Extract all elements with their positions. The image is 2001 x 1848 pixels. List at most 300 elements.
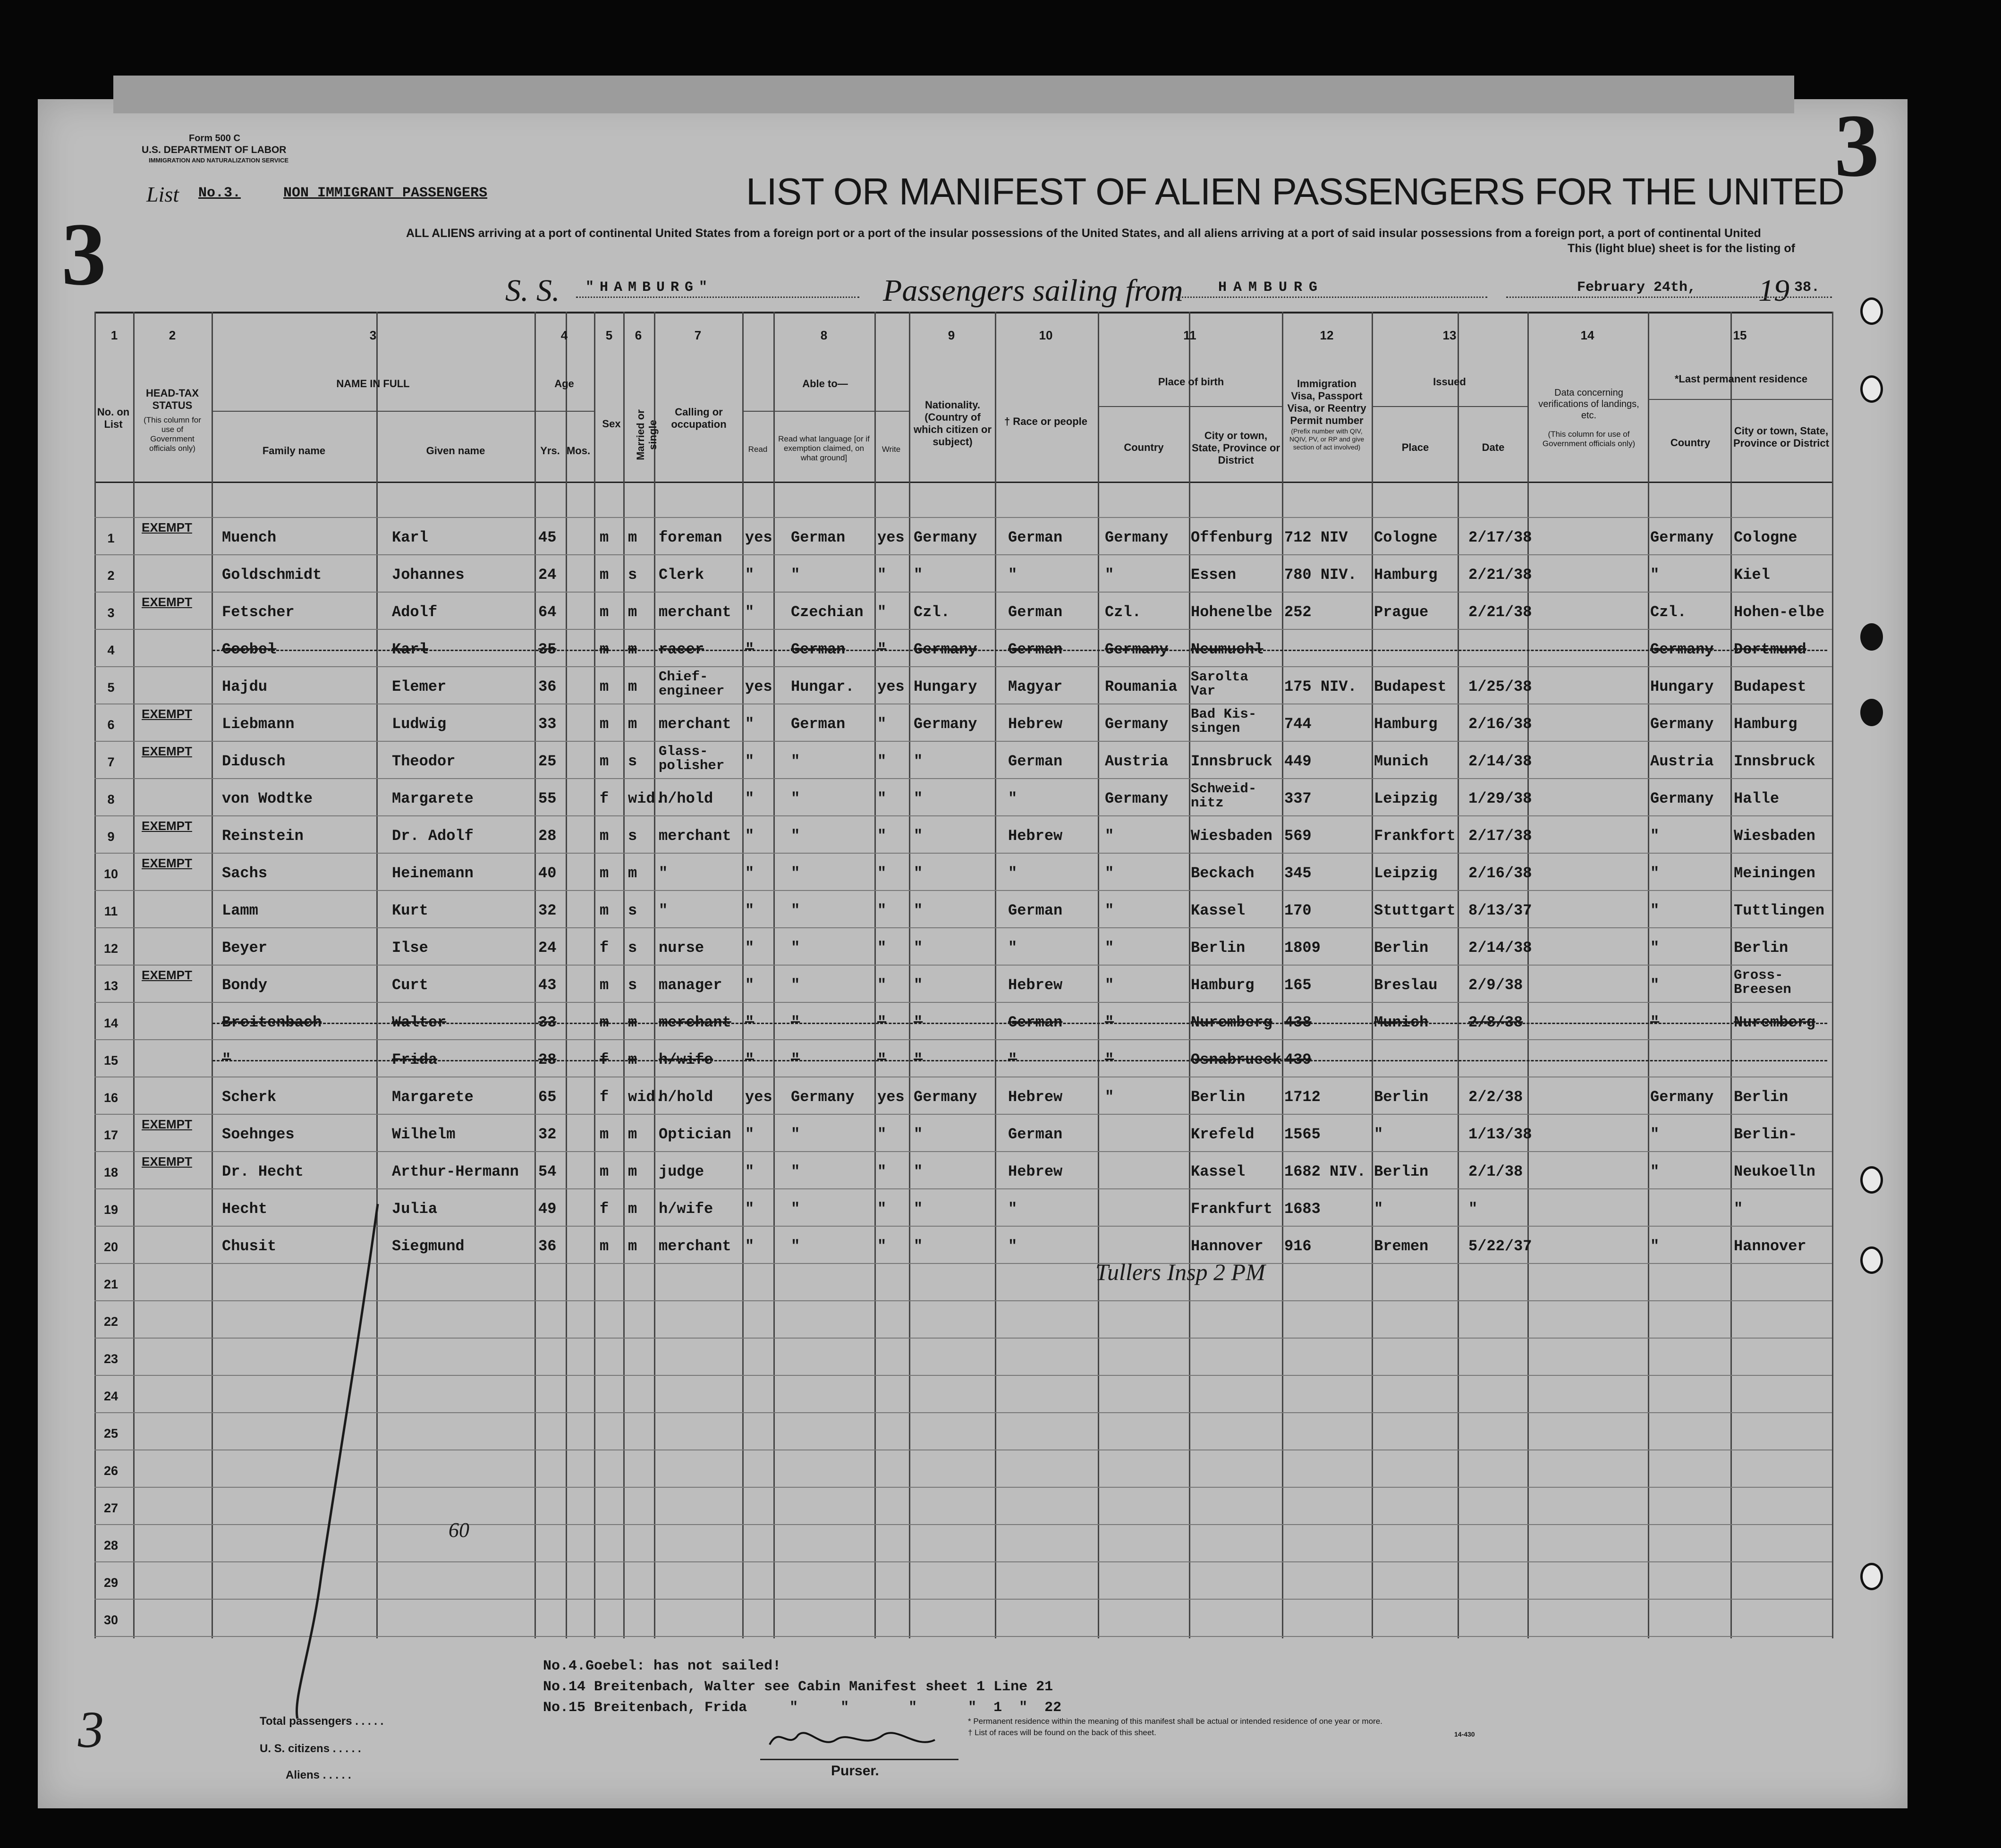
write-cell: " [877,566,887,584]
calling-cell: merchant [659,1014,731,1031]
visa-cell: 337 [1284,790,1312,807]
given-name-cell: Julia [392,1200,438,1218]
marital-cell: m [628,1051,637,1068]
language-cell: " [791,939,800,957]
strikethrough-line [212,650,1827,651]
issued-date-cell: 2/9/38 [1468,976,1523,994]
punch-hole [1860,1246,1883,1274]
col-res-city: City or town, State, Province or District [1733,425,1829,449]
row-number: 28 [103,1538,119,1552]
row-number: 10 [103,867,119,881]
marital-cell: m [628,529,637,546]
header-subline [212,411,534,412]
calling-cell: foreman [659,529,722,546]
row-line [94,1114,1832,1115]
birth-country-cell: Roumania [1105,678,1178,695]
age-cell: 64 [538,603,557,621]
column-line [566,312,567,1638]
sex-cell: f [600,1088,609,1106]
birth-city-cell: Sarolta Var [1191,669,1248,699]
read-cell: " [745,566,755,584]
visa-cell: 1809 [1284,939,1321,957]
family-name-cell: Scherk [222,1088,277,1106]
nationality-cell: " [914,1126,923,1143]
language-cell: " [791,827,800,845]
birth-country-cell: " [1105,865,1114,882]
age-cell: 49 [538,1200,557,1218]
issued-place-cell: Prague [1374,603,1429,621]
sex-cell: f [600,939,609,957]
col-name-in-full: NAME IN FULL [336,378,410,390]
row-number: 12 [103,941,119,956]
issued-date-cell: 8/13/37 [1468,902,1532,919]
residence-country-cell: Germany [1650,529,1714,546]
calling-cell: nurse [659,939,704,957]
age-cell: 43 [538,976,557,994]
sex-cell: m [600,1126,609,1143]
purser-signature-line [760,1759,958,1760]
row-number: 13 [103,979,119,993]
race-cell: Hebrew [1008,715,1063,733]
row-number: 23 [103,1352,119,1366]
sex-cell: m [600,865,609,882]
birth-country-cell: Germany [1105,641,1169,658]
residence-city-cell: Tuttlingen [1734,902,1825,919]
age-cell: 32 [538,902,557,919]
col-age: Age [554,378,574,390]
col-married: Married or single [635,409,659,460]
residence-city-cell: Berlin [1734,1088,1789,1106]
residence-country-cell: Germany [1650,641,1714,658]
birth-city-cell: Schweid-nitz [1191,781,1257,811]
residence-country-cell: " [1650,902,1660,919]
visa-cell: 175 NIV. [1284,678,1357,695]
row-number: 18 [103,1165,119,1179]
visa-cell: 170 [1284,902,1312,919]
row-number: 25 [103,1426,119,1441]
birth-city-cell: Neumuehl [1191,641,1263,658]
row-line [94,1002,1832,1003]
residence-city-cell: Cologne [1734,529,1798,546]
calling-cell: h/hold [659,1088,713,1106]
birth-country-cell: " [1105,976,1114,994]
family-name-cell: Hecht [222,1200,268,1218]
row-number: 6 [107,718,115,732]
race-cell: Hebrew [1008,976,1063,994]
sex-cell: m [600,715,609,733]
marital-cell: m [628,1163,637,1180]
ss-label: S. S. [505,273,560,308]
write-cell: yes [877,529,905,546]
race-cell: German [1008,753,1063,770]
date-year-suffix: 38. [1794,280,1820,296]
age-cell: 36 [538,678,557,695]
birth-city-cell: Osnabrueck [1191,1051,1282,1068]
port-underline [1176,297,1487,298]
column-line [623,312,625,1638]
residence-city-cell: Berlin- [1734,1126,1798,1143]
issued-date-cell: 2/14/38 [1468,939,1532,957]
punch-hole [1860,375,1883,403]
column-line [742,312,744,1638]
col-read: Read [748,445,768,454]
column-line [133,312,135,1638]
column-line [909,312,910,1638]
residence-city-cell: Hannover [1734,1238,1806,1255]
marital-cell: s [628,976,637,994]
form-number: Form 500 C [189,133,240,144]
purser-label: Purser. [831,1763,879,1779]
calling-cell: judge [659,1163,704,1180]
read-cell: yes [745,678,772,695]
visa-cell: 439 [1284,1051,1312,1068]
age-cell: 25 [538,753,557,770]
language-cell: " [791,865,800,882]
calling-cell: merchant [659,1238,731,1255]
column-number: 11 [1183,328,1196,342]
calling-cell: Clerk [659,566,704,584]
residence-city-cell: Hamburg [1734,715,1798,733]
row-line [94,890,1832,891]
column-line [1527,312,1529,1638]
sex-cell: f [600,1200,609,1218]
column-number: 8 [820,328,828,342]
family-name-cell: Sachs [222,865,268,882]
read-cell: " [745,1238,755,1255]
col-given-name: Given name [426,445,485,457]
marital-cell: m [628,678,637,695]
visa-cell: 252 [1284,603,1312,621]
visa-cell: 1682 NIV. [1284,1163,1366,1180]
given-name-cell: Elemer [392,678,447,695]
calling-cell: merchant [659,715,731,733]
row-number: 16 [103,1091,119,1105]
sex-cell: m [600,678,609,695]
visa-cell: 1712 [1284,1088,1321,1106]
calling-cell: manager [659,976,722,994]
family-name-cell: Bondy [222,976,268,994]
write-cell: " [877,641,887,658]
issued-date-cell: 2/17/38 [1468,529,1532,546]
row-line [94,815,1832,816]
family-name-cell: Chusit [222,1238,277,1255]
column-line [1282,312,1283,1638]
issued-date-cell: 1/29/38 [1468,790,1532,807]
language-cell: German [791,715,846,733]
given-name-cell: Johannes [392,566,465,584]
marital-cell: m [628,1200,637,1218]
row-line [94,741,1832,742]
given-name-cell: Theodor [392,753,456,770]
sex-cell: m [600,1163,609,1180]
age-cell: 45 [538,529,557,546]
residence-city-cell: " [1734,1200,1743,1218]
age-cell: 33 [538,1014,557,1031]
col-race: † Race or people [1004,415,1088,427]
family-name-cell: von Wodtke [222,790,313,807]
row-line [94,965,1832,966]
nationality-cell: " [914,1051,923,1068]
col-birth-city: City or town, State, Province or District [1191,430,1280,466]
ship-underline [576,297,859,298]
residence-country-cell: Germany [1650,715,1714,733]
row-line [94,1039,1832,1040]
marital-cell: m [628,603,637,621]
write-cell: " [877,603,887,621]
issued-place-cell: Leipzig [1374,790,1438,807]
list-label: List [146,182,179,206]
marital-cell: s [628,753,637,770]
issued-date-cell: 2/14/38 [1468,753,1532,770]
residence-country-cell: " [1650,827,1660,845]
age-cell: 28 [538,1051,557,1068]
family-name-cell: Breitenbach [222,1014,322,1031]
sheet-number-right: 3 [1834,96,1879,195]
read-cell: " [745,902,755,919]
read-cell: " [745,1126,755,1143]
residence-country-cell: Czl. [1650,603,1687,621]
row-line [94,778,1832,779]
birth-city-cell: Innsbruck [1191,753,1272,770]
visa-cell: 712 NIV [1284,529,1348,546]
header-subline [1372,406,1527,407]
family-name-cell: Reinstein [222,827,304,845]
header-subline [742,411,909,412]
write-cell: " [877,1051,887,1068]
residence-city-cell: Gross-Breesen [1734,967,1791,997]
row-line [94,927,1832,928]
nationality-cell: " [914,1014,923,1031]
col-age-yrs: Yrs. [540,445,560,457]
race-cell: " [1008,1051,1017,1068]
write-cell: " [877,1238,887,1255]
read-cell: " [745,939,755,957]
col-calling: Calling or occupation [671,406,727,430]
birth-city-cell: Kassel [1191,902,1246,919]
residence-country-cell: Austria [1650,753,1714,770]
sex-cell: m [600,566,609,584]
col-age-mos: Mos. [566,445,591,457]
read-cell: " [745,603,755,621]
column-number: 10 [1039,328,1053,342]
residence-city-cell: Kiel [1734,566,1770,584]
sex-cell: m [600,902,609,919]
birth-city-cell: Kassel [1191,1163,1246,1180]
language-cell: " [791,1163,800,1180]
issued-date-cell: 5/22/37 [1468,1238,1532,1255]
residence-country-cell: Hungary [1650,678,1714,695]
issued-place-cell: " [1374,1126,1383,1143]
service: IMMIGRATION AND NATURALIZATION SERVICE [149,157,289,164]
write-cell: yes [877,1088,905,1106]
age-cell: 40 [538,865,557,882]
column-line [594,312,595,1638]
race-cell: German [1008,1126,1063,1143]
calling-cell: h/wife [659,1200,713,1218]
row-number: 19 [103,1203,119,1217]
marital-cell: s [628,939,637,957]
header-subline [1648,399,1832,400]
nationality-cell: Germany [914,641,977,658]
birth-city-cell: Hannover [1191,1238,1263,1255]
language-cell: " [791,902,800,919]
given-name-cell: Wilhelm [392,1126,456,1143]
residence-city-cell: Innsbruck [1734,753,1815,770]
page-number-handwritten: 60 [449,1518,469,1542]
row-line [94,629,1832,630]
row-number: 1 [107,531,115,545]
residence-city-cell: Budapest [1734,678,1806,695]
birth-city-cell: Hohenelbe [1191,603,1272,621]
column-number: 14 [1580,328,1594,342]
us-citizens-label: U. S. citizens . . . . . [260,1742,361,1755]
row-number: 3 [107,606,115,620]
age-cell: 35 [538,641,557,658]
issued-place-cell: Bremen [1374,1238,1429,1255]
language-cell: German [791,529,846,546]
language-cell: " [791,1126,800,1143]
read-cell: " [745,827,755,845]
row-number: 22 [103,1314,119,1329]
nationality-cell: " [914,1163,923,1180]
race-cell: " [1008,865,1017,882]
visa-cell: 569 [1284,827,1312,845]
residence-city-cell: Wiesbaden [1734,827,1815,845]
col-issued-place: Place [1401,441,1429,453]
sex-cell: m [600,976,609,994]
write-cell: " [877,939,887,957]
language-cell: " [791,1200,800,1218]
language-cell: " [791,1051,800,1068]
head-tax-cell: EXEMPT [142,968,192,982]
residence-city-cell: Neukoelln [1734,1163,1815,1180]
write-cell: " [877,790,887,807]
birth-country-cell: Czl. [1105,603,1141,621]
read-cell: " [745,715,755,733]
sex-cell: m [600,827,609,845]
marital-cell: m [628,1014,637,1031]
read-cell: " [745,753,755,770]
birth-country-cell: Germany [1105,529,1169,546]
given-name-cell: Margarete [392,1088,474,1106]
family-name-cell: Muench [222,529,277,546]
race-cell: German [1008,1014,1063,1031]
birth-city-cell: Berlin [1191,939,1246,957]
head-tax-cell: EXEMPT [142,744,192,758]
sex-cell: m [600,753,609,770]
given-name-cell: Margarete [392,790,474,807]
given-name-cell: Arthur-Hermann [392,1163,519,1180]
race-cell: German [1008,902,1063,919]
punch-hole [1860,1563,1883,1590]
age-cell: 65 [538,1088,557,1106]
row-number: 20 [103,1240,119,1254]
nationality-cell: " [914,976,923,994]
birth-country-cell: " [1105,1014,1114,1031]
birth-city-cell: Berlin [1191,1088,1246,1106]
race-cell: German [1008,603,1063,621]
header-subline [534,411,594,412]
marital-cell: m [628,865,637,882]
row-number: 2 [107,568,115,583]
calling-cell: " [659,902,668,919]
footnote-goebel: No.4.Goebel: has not sailed! [543,1658,781,1674]
department: U.S. DEPARTMENT OF LABOR [142,144,287,155]
nationality-cell: " [914,753,923,770]
col-able-to: Able to— [802,378,848,390]
row-number: 26 [103,1464,119,1478]
visa-cell: 345 [1284,865,1312,882]
birth-city-cell: Beckach [1191,865,1255,882]
issued-place-cell: Cologne [1374,529,1438,546]
col-visa-note: (Prefix number with QIV, NQIV, PV, or RP and give section of act involved) [1289,427,1365,451]
date-year-prefix: 19 [1758,273,1789,308]
column-number: 4 [560,328,568,342]
row-line [94,1188,1832,1189]
col-issued-date: Date [1482,441,1505,453]
given-name-cell: Ludwig [392,715,447,733]
family-name-cell: Soehnges [222,1126,295,1143]
given-name-cell: Curt [392,976,428,994]
col-issued: Issued [1433,376,1466,388]
row-number: 24 [103,1389,119,1403]
read-cell: " [745,641,755,658]
nationality-cell: " [914,1200,923,1218]
column-number: 9 [948,328,955,342]
row-line [94,517,1832,518]
birth-city-cell: Nuremberg [1191,1014,1272,1031]
birth-country-cell: " [1105,566,1114,584]
column-line [1832,312,1833,1638]
punch-hole [1860,297,1883,325]
column-number: 13 [1442,328,1457,342]
marital-cell: m [628,641,637,658]
marital-cell: wid. [628,790,664,807]
visa-cell: 449 [1284,753,1312,770]
visa-cell: 165 [1284,976,1312,994]
sex-cell: m [600,1238,609,1255]
issued-place-cell: Frankfort [1374,827,1456,845]
given-name-cell: Adolf [392,603,438,621]
write-cell: " [877,1200,887,1218]
issued-date-cell: 1/25/38 [1468,678,1532,695]
column-line [1730,312,1732,1638]
col-place-of-birth: Place of birth [1158,376,1224,388]
birth-city-cell: Frankfurt [1191,1200,1272,1218]
row-number: 11 [104,904,118,918]
marital-cell: s [628,566,637,584]
list-number: No.3. [198,185,241,201]
column-line [1648,312,1649,1638]
calling-cell: Chief-engineer [659,669,725,699]
issued-date-cell: 2/16/38 [1468,715,1532,733]
col-visa: Immigration Visa, Passport Visa, or Reentry Permit number [1287,378,1366,426]
birth-country-cell: " [1105,902,1114,919]
language-cell: " [791,790,800,807]
issued-place-cell: Budapest [1374,678,1447,695]
birth-country-cell: " [1105,1051,1114,1068]
row-line [94,554,1832,555]
write-cell: " [877,865,887,882]
column-line [534,312,536,1638]
age-cell: 36 [538,1238,557,1255]
family-name-cell: Didusch [222,753,286,770]
residence-city-cell: Nuremberg [1734,1014,1815,1031]
issued-place-cell: Hamburg [1374,715,1438,733]
row-number: 4 [107,643,115,657]
issued-place-cell: Breslau [1374,976,1438,994]
punch-hole [1860,1166,1883,1194]
